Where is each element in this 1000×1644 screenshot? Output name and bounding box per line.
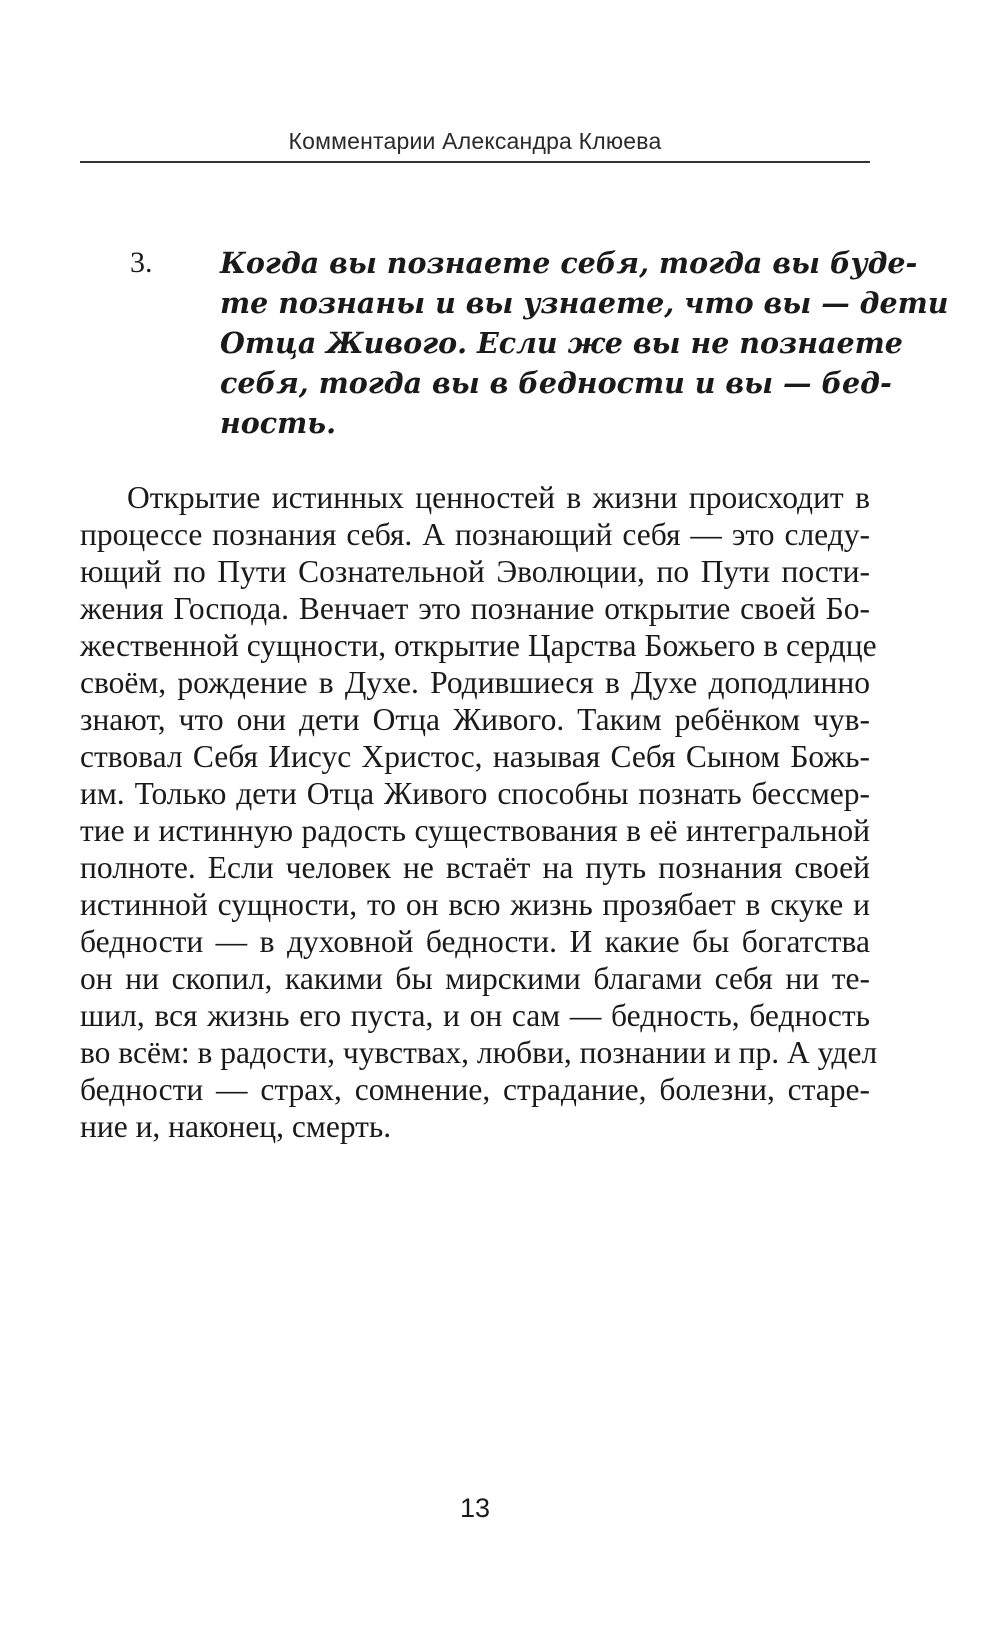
commentary-line: бедности — в духовной бедности. И какие бы богатства (80, 924, 870, 959)
commentary-line: своём, рождение в Духе. Родившиеся в Духе доподлинно (80, 665, 870, 700)
commentary-line: процессе познания себя. А познающий себя — это следу- (80, 517, 870, 552)
verse-line: себя, тогда вы в бедности и вы — бед- (220, 366, 892, 400)
running-head-title: Комментарии Александра Клюева (288, 128, 662, 154)
commentary-line: знают, что они дети Отца Живого. Таким ребёнком чув- (80, 702, 870, 737)
commentary-line: жения Господа. Венчает это познание открытие своей Бо- (80, 591, 870, 626)
commentary-line: он ни скопил, какими бы мирскими благами себя ни те- (80, 961, 870, 996)
verse-line: ность. (220, 406, 337, 440)
verse-number: 3. (130, 246, 153, 279)
commentary-line: Открытие истинных ценностей в жизни происходит в (127, 480, 870, 515)
verse-line: Когда вы познаете себя, тогда вы буде- (220, 246, 918, 280)
commentary-line: истинной сущности, то он всю жизнь прозябает в скуке и (80, 887, 870, 922)
commentary-line: ющий по Пути Сознательной Эволюции, по Пути пости- (80, 554, 870, 589)
commentary-line: бедности — страх, сомнение, страдание, болезни, старе- (80, 1072, 870, 1107)
commentary-line: им. Только дети Отца Живого способны познать бессмер- (80, 776, 870, 811)
header-rule (80, 161, 870, 163)
verse-line: те познаны и вы узнаете, что вы — дети (220, 286, 949, 320)
page-number: 13 (459, 1493, 491, 1523)
commentary-line: шил, вся жизнь его пуста, и он сам — бедность, бедность (80, 998, 870, 1033)
commentary-line: тие и истинную радость существования в её интегральной (80, 813, 870, 848)
verse-line: Отца Живого. Если же вы не познаете (220, 326, 903, 360)
commentary-line: жественной сущности, открытие Царства Божьего в сердце (80, 628, 877, 663)
commentary-line: ствовал Себя Иисус Христос, называя Себя Сыном Божь- (80, 739, 870, 774)
commentary-line: во всём: в радости, чувствах, любви, познании и пр. А удел (80, 1035, 878, 1070)
commentary-line: полноте. Если человек не встаёт на путь познания своей (80, 850, 870, 885)
commentary-line: ние и, наконец, смерть. (80, 1109, 392, 1144)
